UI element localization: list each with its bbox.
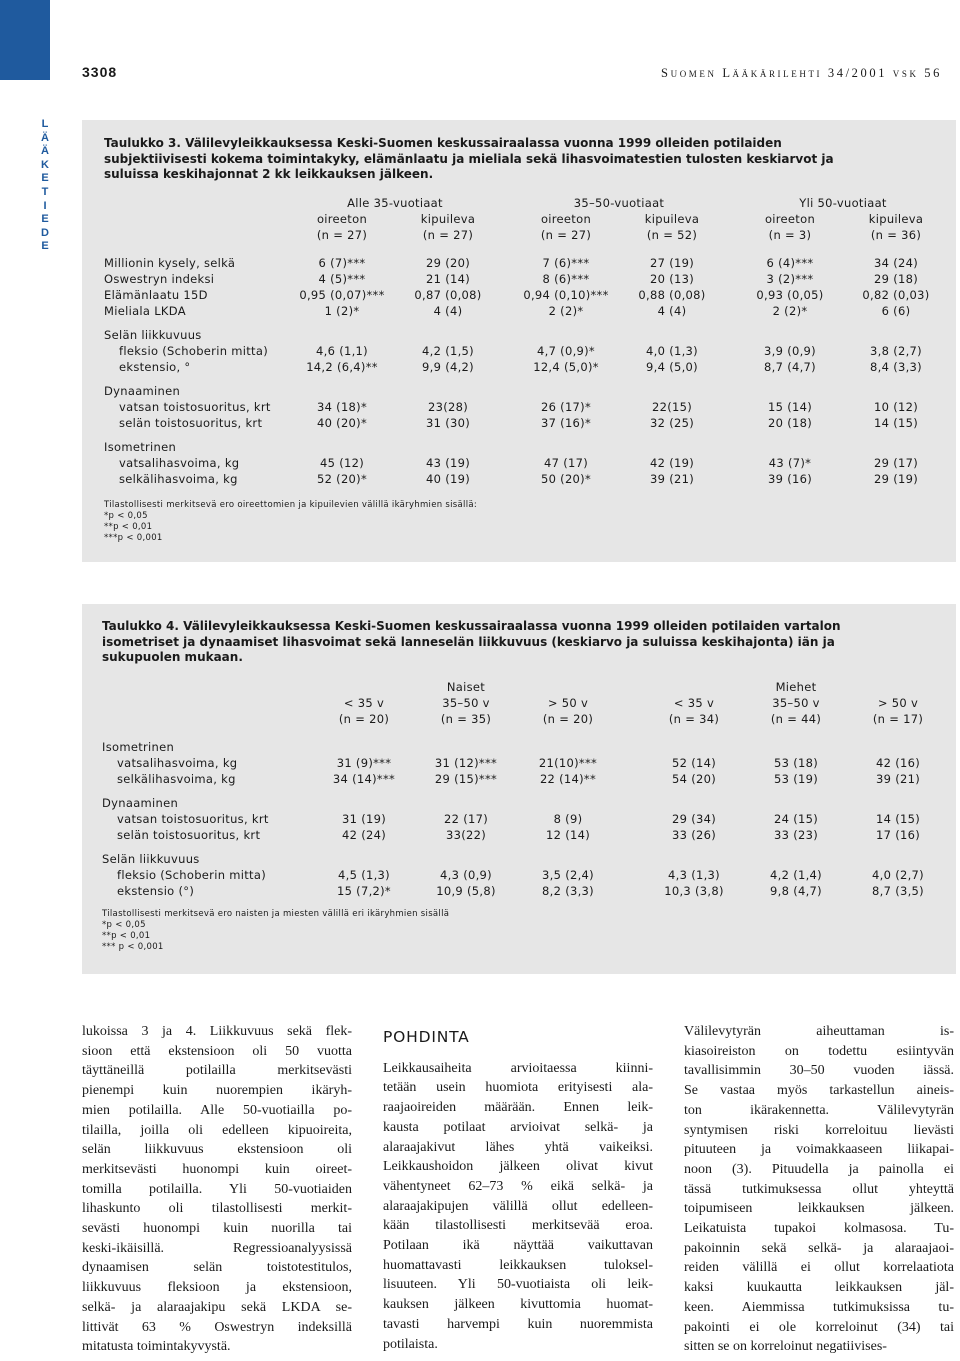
table-cell: 6 (4)***: [766, 256, 814, 270]
spacer: [102, 727, 942, 739]
table-cell: 20 (18): [768, 416, 812, 430]
table-cell: 9,9 (4,2): [422, 360, 474, 374]
spacer: [104, 375, 944, 383]
table-cell: 12,4 (5,0)*: [533, 360, 599, 374]
text-line: raajaoireiden määrään. Ennen leik-: [383, 1100, 653, 1116]
table-cell: 0,93 (0,05): [756, 288, 824, 302]
section-letter: Ä: [41, 145, 49, 158]
table-cell: 34 (24): [874, 256, 918, 270]
table-cell: 40 (19): [426, 472, 470, 486]
table-cell: 29 (15)***: [434, 772, 498, 786]
table-cell: 21 (14): [426, 272, 470, 286]
group-header: Miehet: [775, 680, 817, 694]
table-cell: 42 (16): [876, 756, 920, 770]
text-line: huomattavasti leikkauksen tuloksel-: [383, 1257, 653, 1273]
table-cell: 0,88 (0,08): [638, 288, 706, 302]
table-cell: 2 (2)*: [548, 304, 584, 318]
column-header: < 35 v: [673, 696, 715, 710]
text-line: Välilevytyrän aiheuttaman is-: [684, 1024, 954, 1039]
subheader-row: [102, 695, 942, 711]
row-label: vatsan toistosuoritus, krt: [119, 400, 271, 414]
table-cell: 6 (7)***: [318, 256, 366, 270]
table-row: [104, 343, 944, 359]
table-cell: 27 (19): [650, 256, 694, 270]
column-header: 35–50 v: [772, 696, 820, 710]
n-value: (n = 44): [770, 712, 822, 726]
spacer: [104, 431, 944, 439]
table-cell: 33 (23): [774, 828, 818, 842]
n-value: (n = 27): [540, 228, 592, 242]
table-cell: 4,5 (1,3): [338, 868, 390, 882]
table-cell: 31 (9)***: [336, 756, 392, 770]
table3-footnotes: [104, 500, 477, 544]
row-label: selän toistosuoritus, krt: [119, 416, 263, 430]
table-cell: 8 (6)***: [542, 272, 590, 286]
table-cell: 22 (14)**: [539, 772, 597, 786]
text-line: Leikatuista tupakoi kolmasosa. Tu-: [684, 1221, 954, 1237]
table-cell: 22 (17): [444, 812, 488, 826]
row-group-label: Isometrinen: [102, 740, 175, 754]
text-line: tetään usein huomiota erityisesti ala-: [383, 1080, 653, 1096]
row-group-label: Selän liikkuvuus: [102, 852, 200, 866]
table-cell: 34 (14)***: [332, 772, 396, 786]
text-line: potilaista.: [383, 1336, 438, 1352]
text-line: pienempi kuin nuorempien ikäryh-: [82, 1083, 352, 1099]
group-header: 35–50-vuotiaat: [573, 196, 665, 210]
table-cell: 4 (4): [433, 304, 463, 318]
group-header-row: [104, 195, 944, 211]
text-line: tomilla potilailla. Yli 50-vuotiaiden: [82, 1181, 352, 1197]
table-cell: 0,82 (0,03): [862, 288, 930, 302]
table-cell: 8,4 (3,3): [870, 360, 922, 374]
table-row: [104, 359, 944, 375]
text-line: selkä- ja alaraajakipu sekä LKDA se-: [82, 1299, 352, 1315]
spacer: [104, 319, 944, 327]
section-letter: D: [41, 226, 49, 239]
table-row: [104, 327, 944, 343]
table-row: [102, 811, 942, 827]
table-cell: 52 (14): [672, 756, 716, 770]
text-line: pakointi ei ole korreloinut (34) tai: [684, 1319, 954, 1335]
table-cell: 8,2 (3,3): [542, 884, 594, 898]
footnote: *** p < 0,001: [102, 942, 164, 952]
column-header: oireeton: [540, 212, 592, 226]
row-group-label: Dynaaminen: [104, 384, 181, 398]
table-cell: 3 (2)***: [766, 272, 814, 286]
table-cell: 8 (9): [553, 812, 583, 826]
text-line: liikkuvuus fleksioon ja ekstensioon,: [82, 1280, 352, 1296]
table-cell: 23(28): [427, 400, 469, 414]
table-cell: 40 (20)*: [316, 416, 368, 430]
group-header: Yli 50-vuotiaat: [799, 196, 887, 210]
text-line: lisuuteen. Yli 50-vuotiaista oli leik-: [383, 1277, 653, 1293]
text-line: keski-ikäisillä. Regressioanalyysissä: [82, 1240, 352, 1256]
table-cell: 37 (16)*: [540, 416, 592, 430]
subheader-row: [104, 211, 944, 227]
row-label: vatsan toistosuoritus, krt: [117, 812, 269, 826]
table-cell: 29 (17): [874, 456, 918, 470]
table-cell: 32 (25): [650, 416, 694, 430]
row-group-label: Dynaaminen: [102, 796, 179, 810]
section-letter: T: [41, 185, 49, 198]
column-header: < 35 v: [343, 696, 385, 710]
table-cell: 34 (18)*: [316, 400, 368, 414]
row-label: Elämänlaatu 15D: [104, 288, 208, 302]
table4-caption: Taulukko 4. Välilevyleikkauksessa Keski-Suomen keskussairaalassa vuonna 1999 olleiden potilaiden vartalon isometriset ja dynaamiset lihasvoimat sekä lanneselän liikkuvuus (keskiarvo ja suluissa keskihajonta) iän ja sukupuolen mukaan.: [102, 619, 841, 664]
column-header: 35–50 v: [442, 696, 490, 710]
text-line: littivät 63 % Oswestryn indeksillä: [82, 1319, 352, 1335]
table-cell: 17 (16): [876, 828, 920, 842]
table-row: [104, 415, 944, 431]
row-label: vatsalihasvoima, kg: [119, 456, 240, 470]
text-line: pakoinnin sekä selkä- ja alaraajaoi-: [684, 1240, 954, 1256]
table-cell: 43 (7)*: [768, 456, 812, 470]
table-cell: 9,8 (4,7): [770, 884, 822, 898]
journal-title: Suomen Lääkärilehti 34/2001 vsk 56: [661, 66, 942, 80]
table-cell: 4,6 (1,1): [316, 344, 368, 358]
table-cell: 26 (17)*: [540, 400, 592, 414]
section-heading: POHDINTA: [383, 1028, 470, 1046]
page-number: 3308: [82, 64, 118, 80]
table-cell: 0,94 (0,10)***: [523, 288, 609, 302]
text-line: lihaskunto oli tilastollisesti merkit-: [82, 1201, 352, 1217]
text-line: tässä tutkimuksessa ollut yhteyttä: [684, 1181, 954, 1197]
table-cell: 4,2 (1,4): [770, 868, 822, 882]
n-value: (n = 52): [646, 228, 698, 242]
table-cell: 39 (16): [768, 472, 812, 486]
text-line: alaraajakipujen välillä ollut edelleen-: [383, 1198, 653, 1214]
table-cell: 3,9 (0,9): [764, 344, 816, 358]
table-cell: 1 (2)*: [324, 304, 360, 318]
table-cell: 15 (14): [768, 400, 812, 414]
text-line: tavasti harvempi kuin nuoremmista: [383, 1316, 653, 1332]
column-header: kipuileva: [868, 212, 924, 226]
text-line: Leikkaushoidon jälkeen olivat kivut: [383, 1159, 653, 1175]
group-header: Alle 35-vuotiaat: [347, 196, 443, 210]
table-cell: 14,2 (6,4)**: [306, 360, 378, 374]
table-row: [102, 795, 942, 811]
text-line: täyttäneillä potilailla merkitsevästi: [82, 1063, 352, 1079]
row-label: ekstensio (°): [117, 884, 195, 898]
table4-panel: [82, 604, 956, 974]
text-line: kaksi kuukautta leikkauksen jäl-: [684, 1280, 954, 1296]
text-line: selän liikkuvuus ekstensioon oli: [82, 1142, 352, 1158]
column-header: > 50 v: [877, 696, 919, 710]
group-header: Naiset: [446, 680, 486, 694]
footnote: ***p < 0,001: [104, 533, 163, 543]
table-row: [104, 399, 944, 415]
table-cell: 50 (20)*: [540, 472, 592, 486]
table-cell: 4,7 (0,9)*: [537, 344, 595, 358]
text-line: sioon että ekstensioon oli 50 vuotta: [82, 1043, 352, 1059]
table-cell: 4,2 (1,5): [422, 344, 474, 358]
table-row: [104, 383, 944, 399]
table-row: [102, 771, 942, 787]
table-cell: 4,3 (1,3): [668, 868, 720, 882]
text-line: kiasoireiston on todettu esiintyvän: [684, 1043, 954, 1059]
table-cell: 24 (15): [774, 812, 818, 826]
table-cell: 31 (30): [426, 416, 470, 430]
table-cell: 8,7 (3,5): [872, 884, 924, 898]
row-label: fleksio (Schoberin mitta): [119, 344, 268, 358]
row-label: vatsalihasvoima, kg: [117, 756, 238, 770]
table-cell: 43 (19): [426, 456, 470, 470]
table-row: [102, 755, 942, 771]
table-cell: 45 (12): [320, 456, 364, 470]
n-value: (n = 27): [316, 228, 368, 242]
table-cell: 10,3 (3,8): [664, 884, 724, 898]
spacer: [104, 243, 944, 255]
text-line: vähentyneet 62–73 % eikä selkä- ja: [383, 1178, 653, 1194]
table3-panel: [82, 120, 956, 562]
n-value: (n = 3): [768, 228, 812, 242]
n-value: (n = 34): [668, 712, 720, 726]
section-letter: E: [41, 213, 49, 226]
text-line: mitatusta toimintakyvystä.: [82, 1339, 231, 1355]
table-cell: 39 (21): [650, 472, 694, 486]
table-cell: 4,3 (0,9): [440, 868, 492, 882]
row-label: selkälihasvoima, kg: [119, 472, 238, 486]
text-line: ton ikärakennetta. Välilevytyrän: [684, 1102, 954, 1118]
footnote: *p < 0,05: [102, 920, 146, 930]
table-cell: 0,95 (0,07)***: [299, 288, 385, 302]
table-cell: 31 (19): [342, 812, 386, 826]
row-label: selkälihasvoima, kg: [117, 772, 236, 786]
row-label: ekstensio, °: [119, 360, 191, 374]
row-group-label: Isometrinen: [104, 440, 177, 454]
body-column-2: [383, 1022, 653, 1354]
table-cell: 9,4 (5,0): [646, 360, 698, 374]
table-cell: 4 (4): [657, 304, 687, 318]
section-color-tab: [0, 0, 50, 80]
text-line: syntymisen riski korreloituu lievästi: [684, 1122, 954, 1138]
table-cell: 33 (26): [672, 828, 716, 842]
table-cell: 42 (24): [342, 828, 386, 842]
table-cell: 4,0 (2,7): [872, 868, 924, 882]
table-cell: 4 (5)***: [318, 272, 366, 286]
table-row: [102, 827, 942, 843]
footnote: *p < 0,05: [104, 511, 148, 521]
table-cell: 31 (12)***: [434, 756, 498, 770]
table-row: [104, 287, 944, 303]
table-cell: 53 (19): [774, 772, 818, 786]
table-row: [102, 867, 942, 883]
table-cell: 52 (20)*: [316, 472, 368, 486]
table-cell: 15 (7,2)*: [336, 884, 391, 898]
table-cell: 10 (12): [874, 400, 918, 414]
table-cell: 6 (6): [881, 304, 911, 318]
footnote: **p < 0,01: [104, 522, 153, 532]
section-letter: I: [43, 199, 47, 212]
table4: [102, 679, 942, 899]
column-header: kipuileva: [420, 212, 476, 226]
text-line: reiden välillä ei ollut korrelaatiota: [684, 1260, 954, 1276]
column-header: > 50 v: [547, 696, 589, 710]
table-row: [104, 255, 944, 271]
column-header: oireeton: [316, 212, 368, 226]
section-label: [38, 118, 52, 254]
table-cell: 14 (15): [874, 416, 918, 430]
table4-footnotes: [102, 909, 449, 953]
table-cell: 53 (18): [774, 756, 818, 770]
table-cell: 8,7 (4,7): [764, 360, 816, 374]
n-value: (n = 35): [440, 712, 492, 726]
table-row: [102, 739, 942, 755]
text-line: sitten se on korreloinut negatiivises-: [684, 1339, 887, 1355]
text-line: tilailla, joilla oli edelleen kipuoireita,: [82, 1122, 352, 1138]
text-line: keen. Aiemmissa tutkimuksissa tu-: [684, 1299, 954, 1315]
n-row: [102, 711, 942, 727]
table-row: [102, 883, 942, 899]
text-line: Potilaan ikä näyttää vaikuttavan: [383, 1238, 653, 1254]
row-label: selän toistosuoritus, krt: [117, 828, 261, 842]
row-label: Millionin kysely, selkä: [104, 256, 236, 270]
text-line: dynaamisen selän toistotestitulos,: [82, 1260, 352, 1276]
n-value: (n = 36): [870, 228, 922, 242]
table-cell: 29 (20): [426, 256, 470, 270]
table3: [104, 195, 944, 487]
section-letter: L: [41, 118, 49, 130]
table-cell: 29 (34): [672, 812, 716, 826]
text-line: kausta potilaat arvioivat selkä- ja: [383, 1119, 653, 1135]
table-row: [104, 455, 944, 471]
table-cell: 3,8 (2,7): [870, 344, 922, 358]
text-line: tavallisimmin 30–50 vuoden iässä.: [684, 1063, 954, 1079]
n-value: (n = 27): [422, 228, 474, 242]
table-cell: 12 (14): [546, 828, 590, 842]
row-label: Oswestryn indeksi: [104, 272, 215, 286]
row-group-label: Selän liikkuvuus: [104, 328, 202, 342]
text-line: mien potilailla. Alle 50-vuotiailla po-: [82, 1102, 352, 1118]
table-cell: 21(10)***: [538, 756, 598, 770]
text-line: toipumiseen leikkauksen jälkeen.: [684, 1201, 954, 1217]
group-header-row: [102, 679, 942, 695]
row-label: Mieliala LKDA: [104, 304, 186, 318]
table-cell: 39 (21): [876, 772, 920, 786]
table-cell: 33(22): [445, 828, 487, 842]
column-header: kipuileva: [644, 212, 700, 226]
text-line: lukoissa 3 ja 4. Liikkuvuus sekä flek-: [82, 1024, 352, 1039]
n-value: (n = 17): [872, 712, 924, 726]
table-cell: 10,9 (5,8): [436, 884, 496, 898]
footnote: Tilastollisesti merkitsevä ero oireettomien ja kipuilevien välillä ikäryhmien sisällä:: [104, 500, 478, 510]
text-line: pituuteen ja voimakkaaseen liikapai-: [684, 1142, 954, 1158]
text-line: kauksen jälkeen kivuttomia huomat-: [383, 1297, 653, 1313]
spacer: [102, 843, 942, 851]
table-cell: 29 (18): [874, 272, 918, 286]
spacer: [102, 787, 942, 795]
column-header: oireeton: [764, 212, 816, 226]
n-value: (n = 20): [338, 712, 390, 726]
table-cell: 29 (19): [874, 472, 918, 486]
table3-caption: Taulukko 3. Välilevyleikkauksessa Keski-Suomen keskussairaalassa vuonna 1999 olleiden potilaiden subjektiivisesti kokema toimintakyky, elämänlaatu ja mieliala sekä lihasvoimatestien tulosten keskiarvot ja suluissa keskihajonnat 2 kk leikkauksen jälkeen.: [104, 136, 834, 181]
text-line: Leikkausaiheita arvioitaessa kiinni-: [383, 1060, 653, 1076]
text-line: alaraajakivut lähes yhtä vaikeiksi.: [383, 1139, 653, 1155]
table-row: [102, 851, 942, 867]
body-column-3: [684, 1022, 954, 1357]
table-cell: 2 (2)*: [772, 304, 808, 318]
n-value: (n = 20): [542, 712, 594, 726]
footnote: Tilastollisesti merkitsevä ero naisten ja miesten välillä eri ikäryhmien sisällä: [102, 909, 450, 919]
table-cell: 7 (6)***: [542, 256, 590, 270]
text-line: merkitsevästi huonompi kuin oireet-: [82, 1161, 352, 1177]
section-letter: K: [41, 158, 49, 171]
table-cell: 22(15): [651, 400, 693, 414]
n-row: [104, 227, 944, 243]
section-letter: Ä: [41, 131, 49, 144]
footnote: **p < 0,01: [102, 931, 151, 941]
text-line: kään tilastollisesti merkitsevää eroa.: [383, 1218, 653, 1234]
table-cell: 20 (13): [650, 272, 694, 286]
table-cell: 54 (20): [672, 772, 716, 786]
body-column-1: [82, 1022, 352, 1357]
table-row: [104, 471, 944, 487]
table-cell: 4,0 (1,3): [646, 344, 698, 358]
text-line: noon (3). Pituudella ja painolla ei: [684, 1161, 954, 1177]
table-cell: 3,5 (2,4): [542, 868, 594, 882]
row-label: fleksio (Schoberin mitta): [117, 868, 266, 882]
table-row: [104, 303, 944, 319]
text-line: Se vastaa myös tarkastellun aineis-: [684, 1083, 954, 1099]
table-row: [104, 271, 944, 287]
table-cell: 42 (19): [650, 456, 694, 470]
section-letter: E: [41, 240, 49, 253]
text-line: sevästi huonompi kuin nuorilla tai: [82, 1221, 352, 1237]
table-cell: 14 (15): [876, 812, 920, 826]
table-cell: 0,87 (0,08): [414, 288, 482, 302]
section-letter: E: [41, 172, 49, 185]
table-row: [104, 439, 944, 455]
table-cell: 47 (17): [544, 456, 588, 470]
